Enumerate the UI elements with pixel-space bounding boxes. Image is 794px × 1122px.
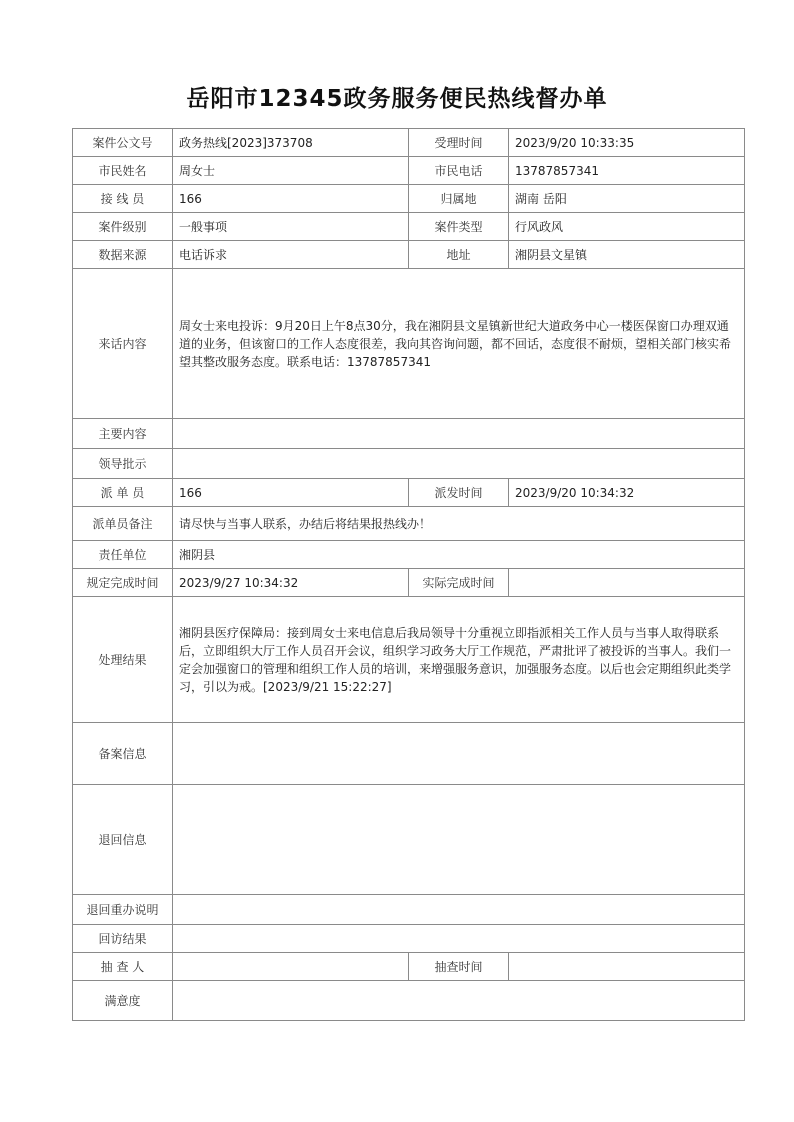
dispatcher-label: 派 单 员: [73, 479, 173, 507]
citizen-name-value: 周女士: [173, 157, 409, 185]
reapply-value: [173, 895, 745, 925]
actual-done-value: [509, 569, 745, 597]
case-level-value: 一般事项: [173, 213, 409, 241]
document-title: 岳阳市12345政务服务便民热线督办单: [186, 86, 608, 112]
row-responsible: [73, 541, 745, 569]
callback-label: 回访结果: [73, 925, 173, 953]
row-main-content: [73, 419, 745, 449]
row-dispatcher: [73, 479, 745, 507]
address-value: 湘阴县文星镇: [509, 241, 745, 269]
deadline-label: 规定完成时间: [73, 569, 173, 597]
source-label: 数据来源: [73, 241, 173, 269]
call-content-value: [173, 269, 745, 419]
row-case-no: [73, 129, 745, 157]
case-no-label: 案件公文号: [73, 129, 173, 157]
actual-done-label: 实际完成时间: [409, 569, 509, 597]
result-value: [173, 597, 745, 723]
leader-value: [173, 449, 745, 479]
row-call-content: [73, 269, 745, 419]
return-value: [173, 785, 745, 895]
return-label: 退回信息: [73, 785, 173, 895]
row-satisfaction: [73, 981, 745, 1021]
citizen-phone-label: 市民电话: [409, 157, 509, 185]
deadline-value: 2023/9/27 10:34:32: [173, 569, 409, 597]
checker-label: 抽 查 人: [73, 953, 173, 981]
row-checker: [73, 953, 745, 981]
leader-label: 领导批示: [73, 449, 173, 479]
case-type-value: 行风政风: [509, 213, 745, 241]
case-type-label: 案件类型: [409, 213, 509, 241]
satisfaction-label: 满意度: [73, 981, 173, 1021]
main-content-value: [173, 419, 745, 449]
address-label: 地址: [409, 241, 509, 269]
responsible-value: 湘阴县: [173, 541, 745, 569]
result-text: 湘阴县医疗保障局：接到周女士来电信息后我局领导十分重视立即指派相关工作人员与当事人取得联系后，立即组织大厅工作人员召开会议，组织学习政务大厅工作规范，严肃批评了被投诉的当事人。我们一定会加强窗口的管理和组织工作人员的培训，来增强服务意识，加强服务态度。以后也会定期组织此类学习，引以为戒。[2023/9/21 15:22:27]: [179, 625, 732, 694]
row-citizen: [73, 157, 745, 185]
row-callback: [73, 925, 745, 953]
dispatcher-note-label: 派单员备注: [73, 507, 173, 541]
operator-label: 接 线 员: [73, 185, 173, 213]
dispatcher-value: 166: [173, 479, 409, 507]
check-time-label: 抽查时间: [409, 953, 509, 981]
case-level-label: 案件级别: [73, 213, 173, 241]
row-leader: [73, 449, 745, 479]
row-result: [73, 597, 745, 723]
call-content-label: 来话内容: [73, 269, 173, 419]
main-content-label: 主要内容: [73, 419, 173, 449]
citizen-phone-value: 13787857341: [509, 157, 745, 185]
case-no-value: 政务热线[2023]373708: [173, 129, 409, 157]
row-case-level: [73, 213, 745, 241]
dispatch-time-label: 派发时间: [409, 479, 509, 507]
row-operator: [73, 185, 745, 213]
region-label: 归属地: [409, 185, 509, 213]
row-return: [73, 785, 745, 895]
dispatcher-note-value: 请尽快与当事人联系，办结后将结果报热线办！: [173, 507, 745, 541]
dispatch-time-value: 2023/9/20 10:34:32: [509, 479, 745, 507]
record-value: [173, 723, 745, 785]
callback-value: [173, 925, 745, 953]
accept-time-label: 受理时间: [409, 129, 509, 157]
operator-value: 166: [173, 185, 409, 213]
row-source: [73, 241, 745, 269]
check-time-value: [509, 953, 745, 981]
reapply-label: 退回重办说明: [73, 895, 173, 925]
citizen-name-label: 市民姓名: [73, 157, 173, 185]
responsible-label: 责任单位: [73, 541, 173, 569]
satisfaction-value: [173, 981, 745, 1021]
accept-time-value: 2023/9/20 10:33:35: [509, 129, 745, 157]
row-reapply: [73, 895, 745, 925]
row-record: [73, 723, 745, 785]
record-label: 备案信息: [73, 723, 173, 785]
call-content-text: 周女士来电投诉：9月20日上午8点30分，我在湘阴县文星镇新世纪大道政务中心一楼医保窗口办理双通道的业务，但该窗口的工作人态度很差，我向其咨询问题，都不回话，态度很不耐烦，望相关部门核实希望其整改服务态度。联系电话：13787857341: [179, 318, 732, 369]
row-dispatcher-note: [73, 507, 745, 541]
region-value: 湖南 岳阳: [509, 185, 745, 213]
source-value: 电话诉求: [173, 241, 409, 269]
row-deadline: [73, 569, 745, 597]
result-label: 处理结果: [73, 597, 173, 723]
supervision-form-table: [72, 128, 745, 1021]
checker-value: [173, 953, 409, 981]
